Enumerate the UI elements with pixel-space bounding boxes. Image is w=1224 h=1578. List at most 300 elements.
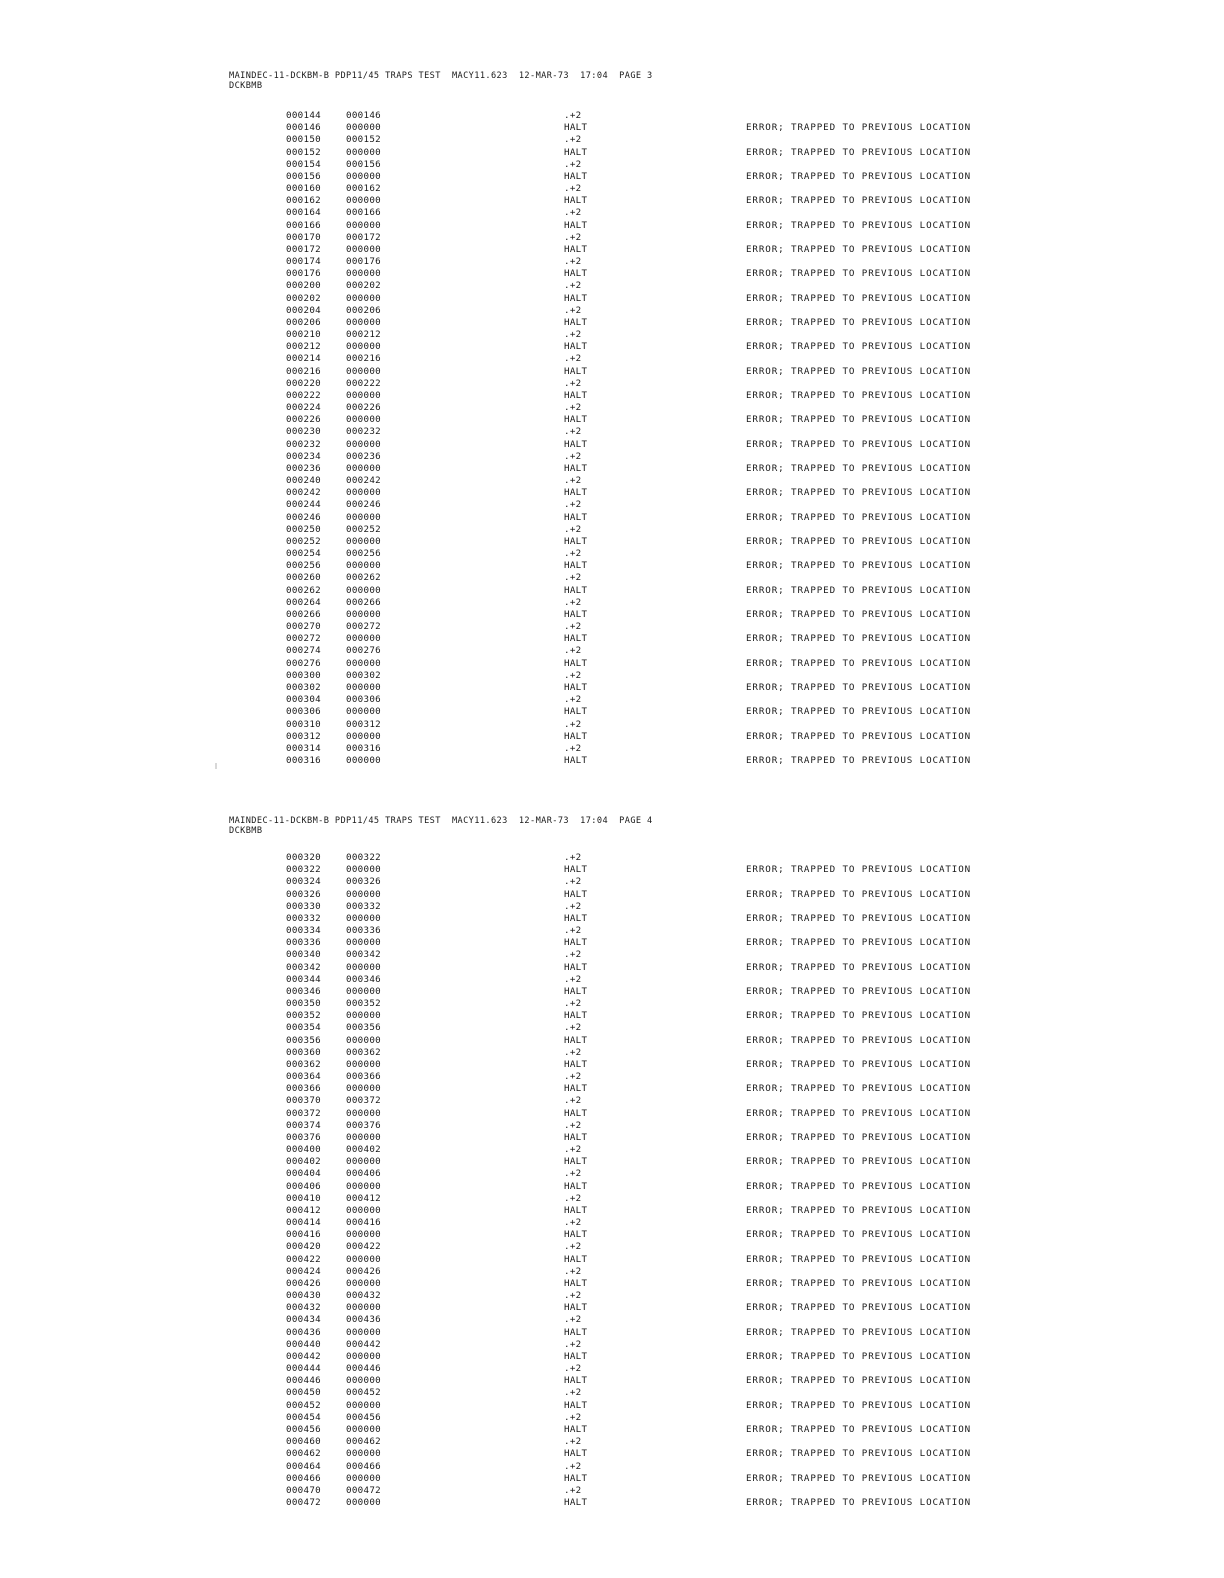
listing-row (0, 670, 1224, 682)
value-cell: 000000 (346, 1326, 381, 1338)
address-cell: 000344 (286, 973, 321, 985)
value-cell: 000226 (346, 402, 381, 414)
comment-cell: ERROR; TRAPPED TO PREVIOUS LOCATION (746, 633, 972, 645)
address-cell: 000452 (286, 1399, 321, 1411)
listing-row (0, 1302, 1224, 1314)
address-cell: 000420 (286, 1241, 321, 1253)
comment-cell: ERROR; TRAPPED TO PREVIOUS LOCATION (746, 146, 972, 158)
address-cell: 000366 (286, 1083, 321, 1095)
address-cell: 000266 (286, 608, 321, 620)
value-cell: 000000 (346, 219, 381, 231)
comment-cell: ERROR; TRAPPED TO PREVIOUS LOCATION (746, 681, 972, 693)
opcode-cell: .+2 (564, 1119, 582, 1131)
opcode-cell: HALT (564, 1131, 588, 1143)
listing-row (0, 597, 1224, 609)
opcode-cell: .+2 (564, 1241, 582, 1253)
address-cell: 000144 (286, 110, 321, 121)
comment-cell: ERROR; TRAPPED TO PREVIOUS LOCATION (746, 389, 972, 401)
listing-row (0, 1424, 1224, 1436)
address-cell: 000454 (286, 1411, 321, 1423)
listing-row (0, 293, 1224, 305)
opcode-cell: HALT (564, 633, 588, 645)
value-cell: 000000 (346, 730, 381, 742)
opcode-cell: HALT (564, 146, 588, 158)
opcode-cell: .+2 (564, 1411, 582, 1423)
opcode-cell: HALT (564, 1375, 588, 1387)
listing-row (0, 901, 1224, 913)
comment-cell: ERROR; TRAPPED TO PREVIOUS LOCATION (746, 1107, 972, 1119)
address-cell: 000300 (286, 669, 321, 681)
address-cell: 000346 (286, 985, 321, 997)
opcode-cell: .+2 (564, 852, 582, 863)
address-cell: 000260 (286, 572, 321, 584)
value-cell: 000216 (346, 353, 381, 365)
address-cell: 000342 (286, 961, 321, 973)
address-cell: 000350 (286, 998, 321, 1010)
value-cell: 000000 (346, 292, 381, 304)
listing-row (0, 1412, 1224, 1424)
listing-row (0, 658, 1224, 670)
address-cell: 000246 (286, 511, 321, 523)
address-cell: 000322 (286, 864, 321, 876)
opcode-cell: .+2 (564, 669, 582, 681)
opcode-cell: .+2 (564, 499, 582, 511)
address-cell: 000212 (286, 341, 321, 353)
comment-cell: ERROR; TRAPPED TO PREVIOUS LOCATION (746, 462, 972, 474)
page-header: MAINDEC-11-DCKBM-B PDP11/45 TRAPS TEST MACY11.623 12-MAR-73 17:04 PAGE 3 (229, 71, 653, 81)
value-cell: 000000 (346, 1253, 381, 1265)
address-cell: 000156 (286, 170, 321, 182)
listing-row (0, 207, 1224, 219)
opcode-cell: .+2 (564, 1046, 582, 1058)
listing-row (0, 378, 1224, 390)
comment-cell: ERROR; TRAPPED TO PREVIOUS LOCATION (746, 316, 972, 328)
listing-row (0, 937, 1224, 949)
listing-row (0, 524, 1224, 536)
value-cell: 000000 (346, 389, 381, 401)
comment-cell: ERROR; TRAPPED TO PREVIOUS LOCATION (746, 1472, 972, 1484)
opcode-cell: .+2 (564, 973, 582, 985)
comment-cell: ERROR; TRAPPED TO PREVIOUS LOCATION (746, 1302, 972, 1314)
address-cell: 000470 (286, 1484, 321, 1496)
opcode-cell: .+2 (564, 304, 582, 316)
value-cell: 000000 (346, 1399, 381, 1411)
listing-row (0, 195, 1224, 207)
value-cell: 000000 (346, 1204, 381, 1216)
value-cell: 000000 (346, 961, 381, 973)
value-cell: 000000 (346, 937, 381, 949)
opcode-cell: .+2 (564, 134, 582, 146)
address-cell: 000340 (286, 949, 321, 961)
listing-row (0, 1156, 1224, 1168)
listing-row (0, 1327, 1224, 1339)
address-cell: 000262 (286, 584, 321, 596)
listing-row (0, 925, 1224, 937)
listing-row (0, 487, 1224, 499)
comment-cell: ERROR; TRAPPED TO PREVIOUS LOCATION (746, 1423, 972, 1435)
listing-row (0, 171, 1224, 183)
listing-row (0, 353, 1224, 365)
opcode-cell: .+2 (564, 377, 582, 389)
comment-cell: ERROR; TRAPPED TO PREVIOUS LOCATION (746, 1448, 972, 1460)
value-cell: 000146 (346, 110, 381, 121)
address-cell: 000160 (286, 183, 321, 195)
opcode-cell: HALT (564, 985, 588, 997)
value-cell: 000302 (346, 669, 381, 681)
page-subheader: DCKBMB (229, 826, 263, 836)
listing-row (0, 889, 1224, 901)
comment-cell: ERROR; TRAPPED TO PREVIOUS LOCATION (746, 1156, 972, 1168)
opcode-cell: .+2 (564, 596, 582, 608)
value-cell: 000326 (346, 876, 381, 888)
opcode-cell: .+2 (564, 1265, 582, 1277)
address-cell: 000276 (286, 657, 321, 669)
address-cell: 000270 (286, 621, 321, 633)
value-cell: 000206 (346, 304, 381, 316)
comment-cell: ERROR; TRAPPED TO PREVIOUS LOCATION (746, 755, 972, 766)
listing-row (0, 147, 1224, 159)
value-cell: 000332 (346, 900, 381, 912)
listing-row (0, 609, 1224, 621)
address-cell: 000410 (286, 1192, 321, 1204)
address-cell: 000234 (286, 450, 321, 462)
opcode-cell: HALT (564, 961, 588, 973)
listing-row (0, 1473, 1224, 1485)
listing-row (0, 913, 1224, 925)
value-cell: 000000 (346, 268, 381, 280)
listing-row (0, 1314, 1224, 1326)
opcode-cell: HALT (564, 912, 588, 924)
opcode-cell: HALT (564, 365, 588, 377)
address-cell: 000432 (286, 1302, 321, 1314)
listing-row (0, 244, 1224, 256)
address-cell: 000254 (286, 548, 321, 560)
address-cell: 000312 (286, 730, 321, 742)
opcode-cell: .+2 (564, 998, 582, 1010)
value-cell: 000000 (346, 888, 381, 900)
value-cell: 000000 (346, 864, 381, 876)
comment-cell: ERROR; TRAPPED TO PREVIOUS LOCATION (746, 243, 972, 255)
opcode-cell: HALT (564, 1253, 588, 1265)
listing-row (0, 1497, 1224, 1509)
address-cell: 000374 (286, 1119, 321, 1131)
listing-row (0, 1448, 1224, 1460)
opcode-cell: .+2 (564, 572, 582, 584)
comment-cell: ERROR; TRAPPED TO PREVIOUS LOCATION (746, 219, 972, 231)
value-cell: 000356 (346, 1022, 381, 1034)
address-cell: 000412 (286, 1204, 321, 1216)
opcode-cell: .+2 (564, 523, 582, 535)
comment-cell: ERROR; TRAPPED TO PREVIOUS LOCATION (746, 937, 972, 949)
comment-cell: ERROR; TRAPPED TO PREVIOUS LOCATION (746, 1229, 972, 1241)
listing-row (0, 1095, 1224, 1107)
value-cell: 000000 (346, 487, 381, 499)
listing-row (0, 1059, 1224, 1071)
address-cell: 000364 (286, 1071, 321, 1083)
address-cell: 000152 (286, 146, 321, 158)
listing-row (0, 560, 1224, 572)
listing-row (0, 426, 1224, 438)
listing-row (0, 986, 1224, 998)
address-cell: 000224 (286, 402, 321, 414)
value-cell: 000000 (346, 341, 381, 353)
value-cell: 000000 (346, 706, 381, 718)
opcode-cell: HALT (564, 657, 588, 669)
value-cell: 000462 (346, 1436, 381, 1448)
value-cell: 000426 (346, 1265, 381, 1277)
address-cell: 000402 (286, 1156, 321, 1168)
comment-cell: ERROR; TRAPPED TO PREVIOUS LOCATION (746, 511, 972, 523)
value-cell: 000000 (346, 146, 381, 158)
scan-mark (215, 763, 217, 769)
listing-row (0, 463, 1224, 475)
value-cell: 000252 (346, 523, 381, 535)
address-cell: 000230 (286, 426, 321, 438)
opcode-cell: .+2 (564, 353, 582, 365)
opcode-cell: .+2 (564, 621, 582, 633)
address-cell: 000206 (286, 316, 321, 328)
comment-cell: ERROR; TRAPPED TO PREVIOUS LOCATION (746, 1326, 972, 1338)
listing-row (0, 1120, 1224, 1132)
value-cell: 000000 (346, 462, 381, 474)
address-cell: 000372 (286, 1107, 321, 1119)
opcode-cell: HALT (564, 438, 588, 450)
value-cell: 000000 (346, 657, 381, 669)
address-cell: 000216 (286, 365, 321, 377)
listing-row (0, 1071, 1224, 1083)
comment-cell: ERROR; TRAPPED TO PREVIOUS LOCATION (746, 560, 972, 572)
address-cell: 000320 (286, 852, 321, 863)
comment-cell: ERROR; TRAPPED TO PREVIOUS LOCATION (746, 365, 972, 377)
address-cell: 000304 (286, 694, 321, 706)
opcode-cell: .+2 (564, 1314, 582, 1326)
address-cell: 000430 (286, 1290, 321, 1302)
address-cell: 000240 (286, 475, 321, 487)
value-cell: 000366 (346, 1071, 381, 1083)
listing-row (0, 414, 1224, 426)
address-cell: 000256 (286, 560, 321, 572)
comment-cell: ERROR; TRAPPED TO PREVIOUS LOCATION (746, 985, 972, 997)
address-cell: 000302 (286, 681, 321, 693)
value-cell: 000432 (346, 1290, 381, 1302)
listing-row (0, 852, 1224, 864)
listing-row (0, 1363, 1224, 1375)
address-cell: 000406 (286, 1180, 321, 1192)
listing-row (0, 159, 1224, 171)
address-cell: 000200 (286, 280, 321, 292)
address-cell: 000414 (286, 1217, 321, 1229)
opcode-cell: HALT (564, 1156, 588, 1168)
listing-row (0, 1168, 1224, 1180)
comment-cell: ERROR; TRAPPED TO PREVIOUS LOCATION (746, 195, 972, 207)
value-cell: 000000 (346, 122, 381, 134)
listing-row (0, 329, 1224, 341)
value-cell: 000000 (346, 170, 381, 182)
value-cell: 000000 (346, 535, 381, 547)
value-cell: 000336 (346, 925, 381, 937)
value-cell: 000236 (346, 450, 381, 462)
listing-row (0, 1266, 1224, 1278)
opcode-cell: HALT (564, 195, 588, 207)
address-cell: 000324 (286, 876, 321, 888)
value-cell: 000316 (346, 742, 381, 754)
value-cell: 000242 (346, 475, 381, 487)
opcode-cell: HALT (564, 864, 588, 876)
address-cell: 000314 (286, 742, 321, 754)
value-cell: 000372 (346, 1095, 381, 1107)
value-cell: 000000 (346, 1277, 381, 1289)
comment-cell: ERROR; TRAPPED TO PREVIOUS LOCATION (746, 1204, 972, 1216)
listing-row (0, 1387, 1224, 1399)
listing-row (0, 366, 1224, 378)
comment-cell: ERROR; TRAPPED TO PREVIOUS LOCATION (746, 1034, 972, 1046)
opcode-cell: HALT (564, 292, 588, 304)
opcode-cell: HALT (564, 1083, 588, 1095)
listing-row (0, 1400, 1224, 1412)
opcode-cell: HALT (564, 730, 588, 742)
value-cell: 000472 (346, 1484, 381, 1496)
value-cell: 000162 (346, 183, 381, 195)
opcode-cell: .+2 (564, 1387, 582, 1399)
value-cell: 000000 (346, 1229, 381, 1241)
address-cell: 000444 (286, 1363, 321, 1375)
value-cell: 000342 (346, 949, 381, 961)
listing-row (0, 1241, 1224, 1253)
opcode-cell: .+2 (564, 402, 582, 414)
address-cell: 000146 (286, 122, 321, 134)
value-cell: 000000 (346, 584, 381, 596)
value-cell: 000000 (346, 1180, 381, 1192)
address-cell: 000464 (286, 1460, 321, 1472)
opcode-cell: HALT (564, 681, 588, 693)
comment-cell: ERROR; TRAPPED TO PREVIOUS LOCATION (746, 1399, 972, 1411)
value-cell: 000000 (346, 985, 381, 997)
value-cell: 000000 (346, 755, 381, 766)
listing-row (0, 633, 1224, 645)
opcode-cell: .+2 (564, 1192, 582, 1204)
opcode-cell: .+2 (564, 280, 582, 292)
listing-row (0, 268, 1224, 280)
comment-cell: ERROR; TRAPPED TO PREVIOUS LOCATION (746, 608, 972, 620)
opcode-cell: HALT (564, 243, 588, 255)
listing-row (0, 1339, 1224, 1351)
value-cell: 000000 (346, 195, 381, 207)
value-cell: 000000 (346, 1156, 381, 1168)
value-cell: 000276 (346, 645, 381, 657)
listing-row (0, 694, 1224, 706)
listing-row (0, 974, 1224, 986)
address-cell: 000400 (286, 1144, 321, 1156)
value-cell: 000362 (346, 1046, 381, 1058)
listing-row (0, 1193, 1224, 1205)
value-cell: 000000 (346, 511, 381, 523)
opcode-cell: .+2 (564, 231, 582, 243)
opcode-cell: HALT (564, 706, 588, 718)
address-cell: 000166 (286, 219, 321, 231)
listing-row (0, 439, 1224, 451)
address-cell: 000174 (286, 256, 321, 268)
listing-row (0, 317, 1224, 329)
address-cell: 000404 (286, 1168, 321, 1180)
value-cell: 000306 (346, 694, 381, 706)
value-cell: 000166 (346, 207, 381, 219)
opcode-cell: HALT (564, 1058, 588, 1070)
listing-row (0, 755, 1224, 767)
value-cell: 000000 (346, 365, 381, 377)
opcode-cell: HALT (564, 1180, 588, 1192)
value-cell: 000000 (346, 243, 381, 255)
opcode-cell: .+2 (564, 694, 582, 706)
listing-row (0, 1290, 1224, 1302)
listing-row (0, 451, 1224, 463)
listing-row (0, 731, 1224, 743)
address-cell: 000244 (286, 499, 321, 511)
opcode-cell: .+2 (564, 1338, 582, 1350)
value-cell: 000176 (346, 256, 381, 268)
listing-row (0, 572, 1224, 584)
page-header: MAINDEC-11-DCKBM-B PDP11/45 TRAPS TEST MACY11.623 12-MAR-73 17:04 PAGE 4 (229, 816, 653, 826)
address-cell: 000424 (286, 1265, 321, 1277)
opcode-cell: .+2 (564, 1290, 582, 1302)
page-subheader: DCKBMB (229, 81, 263, 91)
listing-row (0, 1436, 1224, 1448)
opcode-cell: .+2 (564, 548, 582, 560)
address-cell: 000456 (286, 1423, 321, 1435)
opcode-cell: .+2 (564, 207, 582, 219)
address-cell: 000330 (286, 900, 321, 912)
listing-row (0, 682, 1224, 694)
address-cell: 000164 (286, 207, 321, 219)
value-cell: 000222 (346, 377, 381, 389)
value-cell: 000466 (346, 1460, 381, 1472)
opcode-cell: HALT (564, 219, 588, 231)
listing-row (0, 864, 1224, 876)
value-cell: 000156 (346, 158, 381, 170)
address-cell: 000326 (286, 888, 321, 900)
value-cell: 000000 (346, 438, 381, 450)
listing-row (0, 1461, 1224, 1473)
value-cell: 000406 (346, 1168, 381, 1180)
opcode-cell: HALT (564, 1497, 588, 1508)
opcode-cell: .+2 (564, 1217, 582, 1229)
listing-row (0, 402, 1224, 414)
value-cell: 000000 (346, 1083, 381, 1095)
listing-row (0, 1022, 1224, 1034)
listing-row (0, 1254, 1224, 1266)
value-cell: 000000 (346, 608, 381, 620)
comment-cell: ERROR; TRAPPED TO PREVIOUS LOCATION (746, 961, 972, 973)
opcode-cell: .+2 (564, 1436, 582, 1448)
address-cell: 000334 (286, 925, 321, 937)
comment-cell: ERROR; TRAPPED TO PREVIOUS LOCATION (746, 584, 972, 596)
address-cell: 000434 (286, 1314, 321, 1326)
value-cell: 000232 (346, 426, 381, 438)
comment-cell: ERROR; TRAPPED TO PREVIOUS LOCATION (746, 730, 972, 742)
value-cell: 000152 (346, 134, 381, 146)
address-cell: 000250 (286, 523, 321, 535)
value-cell: 000272 (346, 621, 381, 633)
address-cell: 000362 (286, 1058, 321, 1070)
address-cell: 000316 (286, 755, 321, 766)
value-cell: 000312 (346, 718, 381, 730)
comment-cell: ERROR; TRAPPED TO PREVIOUS LOCATION (746, 341, 972, 353)
listing-row (0, 1010, 1224, 1022)
listing-row (0, 280, 1224, 292)
comment-cell: ERROR; TRAPPED TO PREVIOUS LOCATION (746, 1253, 972, 1265)
value-cell: 000446 (346, 1363, 381, 1375)
opcode-cell: .+2 (564, 1022, 582, 1034)
address-cell: 000310 (286, 718, 321, 730)
